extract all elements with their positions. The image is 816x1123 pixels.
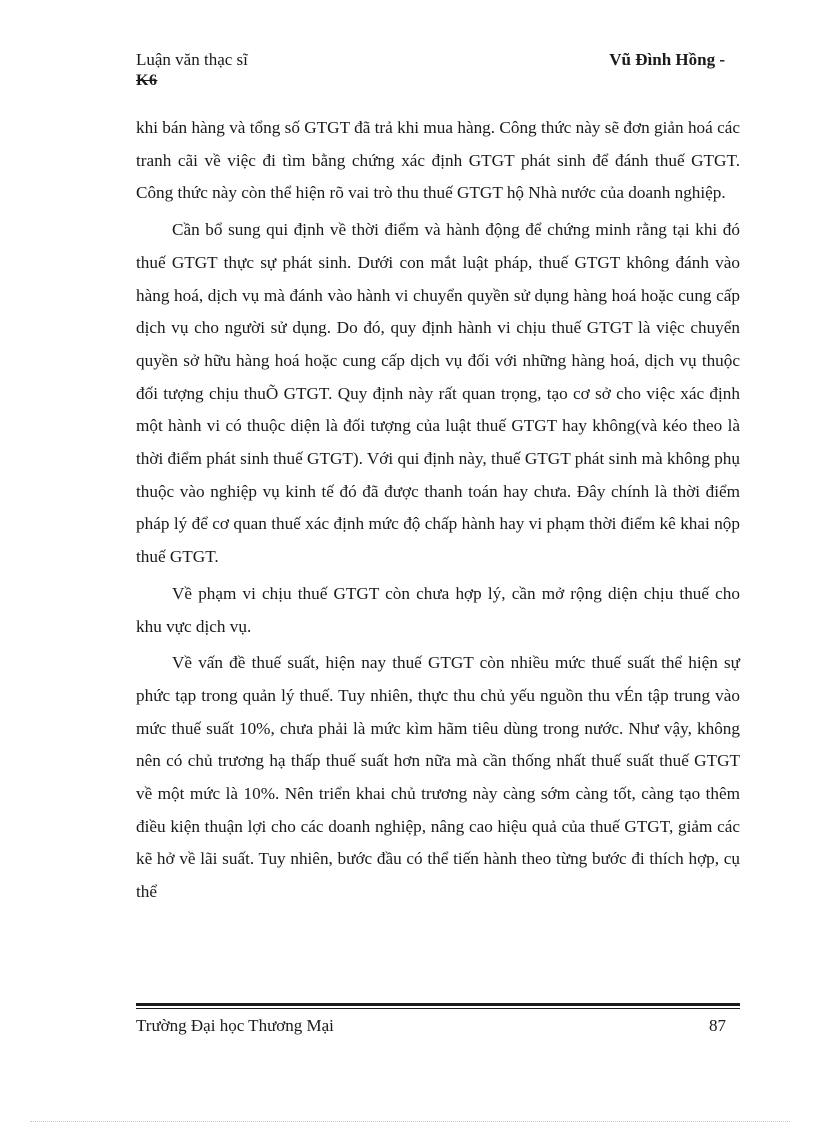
header-thesis-label — [136, 50, 248, 91]
header-thesis-title: Luận văn thạc sĩ — [136, 50, 248, 69]
paragraph: Về phạm vi chịu thuế GTGT còn chưa hợp lý, cần mở rộng diện chịu thuế cho khu vực dịch vụ. — [136, 583, 740, 636]
header-cohort: K6 — [136, 72, 158, 89]
paragraph: khi bán hàng và tổng số GTGT đã trả khi mua hàng. Công thức này sẽ đơn giản hoá các tranh cãi về việc đi tìm bằng chứng xác định GTGT phát sinh để đánh thuế GTGT. Công thức này còn thể hiện rõ vai trò thu thuế GTGT hộ Nhà nước của doanh nghiệp. — [136, 118, 740, 203]
footer-divider-thick — [136, 1003, 740, 1006]
page-number: 87 — [709, 1016, 726, 1035]
page-edge-divider — [30, 1121, 790, 1122]
footer-divider-thin — [136, 1008, 740, 1009]
paragraph: Về vấn đề thuế suất, hiện nay thuế GTGT còn nhiều mức thuế suất thể hiện sự phức tạp trong quản lý thuế. Tuy nhiên, thực thu chủ yếu nguồn thu vÉn tập trung vào mức thuế suất 10%, chưa phải là mức kìm hãm tiêu dùng trong nước. Như vậy, không nên có chủ trương hạ thấp thuế suất hơn nữa mà cần thống nhất thuế suất thuế GTGT về một mức là 10%. Nên triển khai chủ trương này càng sớm càng tốt, càng tạo thêm điều kiện thuận lợi cho các doanh nghiệp, nâng cao hiệu quả của thuế GTGT, giảm các kẽ hở về lãi suất. Tuy nhiên, bước đầu có thể tiến hành theo từng bước đi thích hợp, cụ thể — [136, 653, 740, 902]
body-text — [136, 112, 740, 913]
paragraph: Cần bổ sung qui định về thời điểm và hành động để chứng minh rằng tại khi đó thuế GTGT thực sự phát sinh. Dưới con mắt luật pháp, thuế GTGT không đánh vào hàng hoá, dịch vụ mà đánh vào hành vi chuyển quyền sử dụng hàng hoá hoặc cung cấp dịch vụ cho người sử dụng. Do đó, quy định hành vi chịu thuế GTGT là việc chuyển quyền sở hữu hàng hoá hoặc cung cấp dịch vụ đối với những hàng hoá, dịch vụ thuộc đối tượng chịu thuÕ GTGT. Quy định này rất quan trọng, tạo cơ sở cho việc xác định một hành vi có thuộc diện là đối tượng của luật thuế GTGT hay không(và kéo theo là thời điểm phát sinh thuế GTGT). Với qui định này, thuế GTGT phát sinh mà không phụ thuộc vào nghiệp vụ kinh tế đó đã được thanh toán hay chưa. Đây chính là thời điểm pháp lý để cơ quan thuế xác định mức độ chấp hành hay vi phạm thời điểm kê khai nộp thuế GTGT. — [136, 220, 740, 567]
footer-university: Trường Đại học Thương Mại — [136, 1016, 334, 1035]
header-author: Vũ Đình Hồng - — [609, 50, 725, 69]
